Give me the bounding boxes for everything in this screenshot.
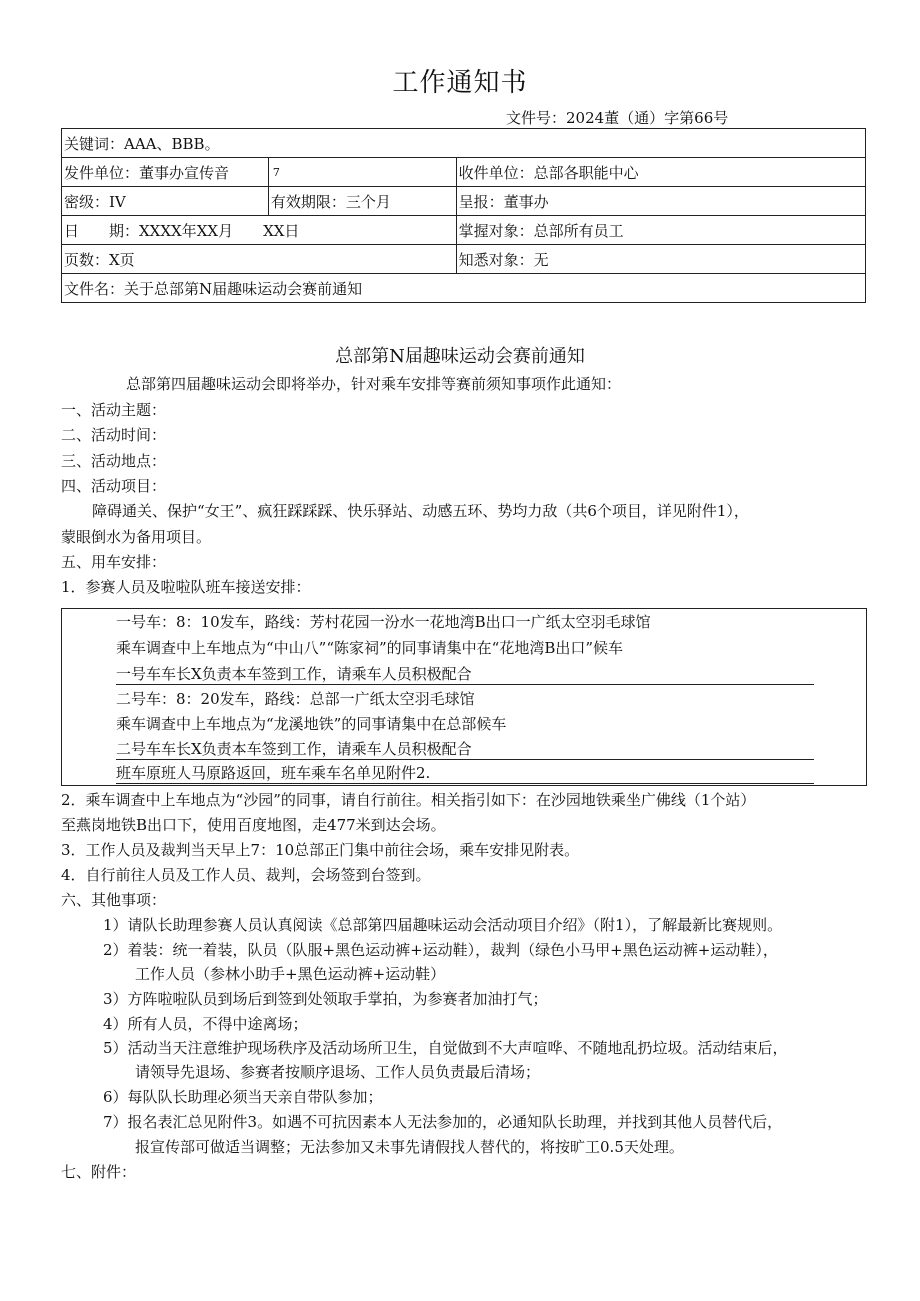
intro-paragraph: 总部第四届趣味运动会即将举办，针对乘车安排等赛前须知事项作此通知： [126, 375, 622, 393]
security-cell: 密级：IV [62, 187, 269, 216]
other-item-1: 1）请队长助理参赛人员认真阅读《总部第四届趣味运动会活动项目介绍》（附1），了解最新比赛规则。 [103, 916, 783, 934]
meta-table [61, 128, 866, 303]
section-other: 六、其他事项： [61, 891, 167, 909]
other-item-2a: 2）着装：统一着装，队员（队服+黑色运动裤+运动鞋），裁判（绿色小马甲+黑色运动裤+运动鞋）， [103, 941, 778, 959]
sender-cell: 发件单位：董事办宣传音 [62, 158, 269, 187]
meta-row-keywords [62, 129, 866, 158]
keywords-cell: 关键词：AAA、BBB。 [62, 129, 866, 158]
meta-row-security [62, 187, 866, 216]
date-cell: 日 期：XXXX年XX月 XX日 [62, 216, 457, 245]
meta-row-filename [62, 274, 866, 303]
bus-line-2: 乘车调查中上车地点为“中山八”“陈家祠”的同事请集中在“花地湾B出口”候车 [116, 639, 624, 657]
validity-cell: 有效期限：三个月 [268, 187, 456, 216]
bus-line-5: 乘车调查中上车地点为“龙溪地铁”的同事请集中在总部候车 [116, 715, 507, 733]
other-item-2b: 工作人员（参林小助手+黑色运动裤+运动鞋） [135, 965, 446, 983]
other-item-6: 6）每队队长助理必须当天亲自带队参加； [103, 1088, 383, 1106]
pages-cell: 页数：X页 [62, 245, 457, 274]
section-transport: 五、用车安排： [61, 553, 167, 571]
transport-item-3: 3．工作人员及裁判当天早上7：10总部正门集中前往会场，乘车安排见附表。 [61, 841, 580, 859]
control-cell: 掌握对象：总部所有员工 [456, 216, 865, 245]
section-location: 三、活动地点： [61, 452, 167, 470]
sender-mark-cell: 7 [268, 158, 456, 187]
document-title: 工作通知书 [392, 68, 528, 98]
transport-item-2a: 2．乘车调查中上车地点为“沙园”的同事，请自行前往。相关指引如下：在沙园地铁乘坐广佛线（1个站） [61, 791, 756, 809]
other-item-7b: 报宣传部可做适当调整；无法参加又未事先请假找人替代的，将按旷工0.5天处理。 [135, 1138, 684, 1156]
meta-row-sender [62, 158, 866, 187]
other-item-7a: 7）报名表汇总见附件3。如遇不可抗因素本人无法参加的，必通知队长助理，并找到其他人员替代后， [103, 1113, 783, 1131]
other-item-5a: 5）活动当天注意维护现场秩序及活动场所卫生，自觉做到不大声喧哗、不随地乱扔垃圾。活动结束后， [103, 1039, 788, 1057]
bus-line-7: 班车原班人马原路返回，班车乘车名单见附件2. [116, 763, 814, 784]
meta-row-date [62, 216, 866, 245]
meta-row-pages [62, 245, 866, 274]
events-line-1: 障碍通关、保护“女王”、疯狂踩踩踩、快乐驿站、动感五环、势均力敌（共6个项目，详见附件1）， [92, 502, 749, 520]
other-item-3: 3）方阵啦啦队员到场后到签到处领取手掌拍，为参赛者加油打气； [103, 990, 548, 1008]
section-attachments: 七、附件： [61, 1163, 137, 1181]
section-theme: 一、活动主题： [61, 401, 167, 419]
section-time: 二、活动时间： [61, 426, 167, 444]
aware-cell: 知悉对象：无 [456, 245, 865, 274]
bus-line-1: 一号车：8：10发车，路线：芳村花园一汾水一花地湾B出口一广纸太空羽毛球馆 [116, 613, 651, 631]
other-item-4: 4）所有人员，不得中途离场； [103, 1015, 308, 1033]
bus-line-6: 二号车车长X负责本车签到工作，请乘车人员积极配合 [116, 739, 814, 760]
events-line-2: 蒙眼倒水为备用项目。 [61, 528, 212, 546]
bus-line-4: 二号车：8：20发车，路线：总部一广纸太空羽毛球馆 [116, 690, 475, 708]
transport-item-4: 4．自行前往人员及工作人员、裁判，会场签到台签到。 [61, 866, 431, 884]
notice-subtitle: 总部第N届趣味运动会赛前通知 [335, 346, 585, 367]
document-number: 文件号：2024董（通）字第66号 [506, 109, 729, 127]
report-to-cell: 呈报：董事办 [456, 187, 865, 216]
receiver-cell: 收件单位：总部各职能中心 [456, 158, 865, 187]
other-item-5b: 请领导先退场、参赛者按顺序退场、工作人员负责最后清场； [135, 1063, 541, 1081]
transport-item-2b: 至燕岗地铁B出口下，使用百度地图，走477米到达会场。 [61, 816, 446, 834]
transport-item-1: 1．参赛人员及啦啦队班车接送安排： [61, 578, 311, 596]
bus-line-3: 一号车车长X负责本车签到工作，请乘车人员积极配合 [116, 664, 814, 685]
filename-cell: 文件名：关于总部第N届趣味运动会赛前通知 [62, 274, 866, 303]
section-events: 四、活动项目： [61, 477, 167, 495]
